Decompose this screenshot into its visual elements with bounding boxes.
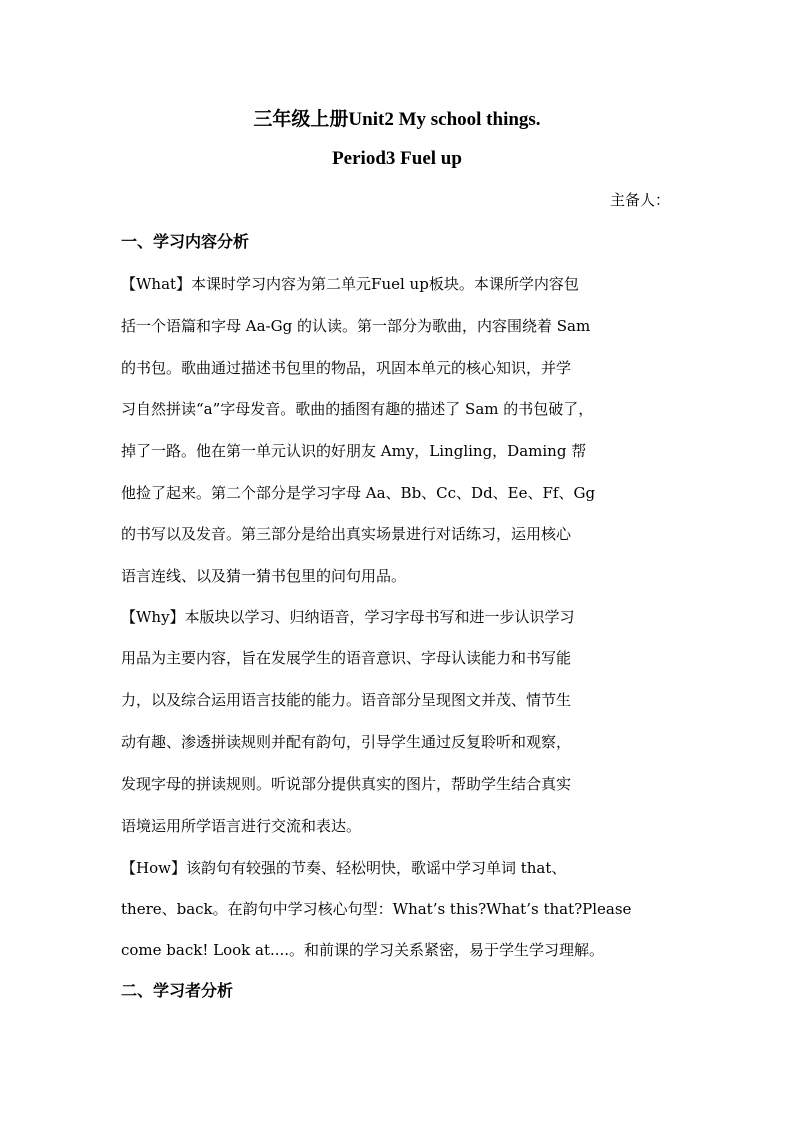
paragraph-line: 掉了一路。他在第一单元认识的好朋友 Amy，Lingling，Daming 帮 [121, 442, 587, 460]
section-heading-learner-analysis: 二、学习者分析 [121, 981, 234, 1000]
document-subtitle: Period3 Fuel up [332, 148, 462, 169]
preparer-label: 主备人： [609, 191, 670, 209]
paragraph-line: 【What】本课时学习内容为第二单元Fuel up板块。本课所学内容包 [121, 275, 579, 293]
paragraph-line: 动有趣、渗透拼读规则并配有韵句，引导学生通过反复聆听和观察， [121, 733, 572, 751]
paragraph-line: 括一个语篇和字母 Aa-Gg 的认读。第一部分为歌曲，内容围绕着 Sam [121, 317, 591, 335]
document-title: 三年级上册Unit2 My school things. [253, 109, 541, 130]
section-heading-content-analysis: 一、学习内容分析 [121, 232, 250, 251]
paragraph-line: 用品为主要内容，旨在发展学生的语音意识、字母认读能力和书写能 [121, 649, 572, 667]
paragraph-line: 习自然拼读“a”字母发音。歌曲的插图有趣的描述了 Sam 的书包破了， [121, 400, 594, 418]
paragraph-line: 语境运用所学语言进行交流和表达。 [121, 817, 362, 835]
paragraph-line: 【Why】本版块以学习、归纳语音，学习字母书写和进一步认识学习 [121, 608, 575, 626]
paragraph-line: 力，以及综合运用语言技能的能力。语音部分呈现图文并茂、情节生 [121, 691, 572, 709]
paragraph-line: 的书包。歌曲通过描述书包里的物品，巩固本单元的核心知识，并学 [121, 359, 572, 377]
paragraph-line: 的书写以及发音。第三部分是给出真实场景进行对话练习，运用核心 [121, 525, 572, 543]
paragraph-line: 发现字母的拼读规则。听说部分提供真实的图片，帮助学生结合真实 [121, 775, 572, 793]
paragraph-line: there、back。在韵句中学习核心句型：What’s this?What’s that?Please [121, 900, 632, 918]
paragraph-line: 【How】该韵句有较强的节奏、轻松明快，歌谣中学习单词 that、 [121, 859, 567, 877]
paragraph-line: 语言连线、以及猜一猜书包里的问句用品。 [121, 567, 407, 585]
paragraph-line: come back! Look at....。和前课的学习关系紧密，易于学生学习理解。 [121, 941, 605, 959]
paragraph-line: 他捡了起来。第二个部分是学习字母 Aa、Bb、Cc、Dd、Ee、Ff、Gg [121, 484, 596, 502]
